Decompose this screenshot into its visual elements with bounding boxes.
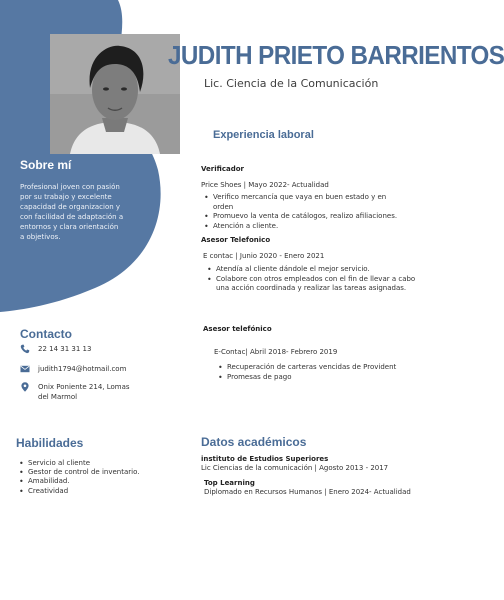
job-title: Asesor Telefonico	[201, 236, 271, 244]
skills-list	[18, 459, 178, 496]
education-detail: Lic Ciencias de la comunicación | Agosto 2013 - 2017	[201, 464, 389, 472]
education-title: Datos académicos	[201, 435, 307, 449]
contact-phone	[20, 344, 91, 354]
mail-icon	[20, 364, 30, 374]
job-bullet: • Verifico mercancía que vaya en buen estado y en orden	[203, 193, 403, 212]
job-bullets	[203, 193, 403, 231]
job-bullet: • Promuevo la venta de catálogos, realizo afiliaciones.	[203, 212, 403, 222]
skill-item: • Servicio al cliente	[18, 459, 178, 468]
job-bullets	[217, 363, 417, 382]
about-text: Profesional joven con pasión por su trabajo y excelente capacidad de organizacion y con facilidad de adaptación a entornos y clara orientación a objetivos.	[20, 183, 124, 241]
location-pin-icon	[20, 382, 30, 392]
job-bullets	[206, 265, 418, 294]
job-bullet: • Colabore con otros empleados con el fin de llevar a cabo una acción coordinada y realizar las tareas asignadas.	[206, 275, 418, 294]
skills-title: Habilidades	[16, 436, 84, 450]
skill-item: • Amabilidad.	[18, 477, 178, 486]
job-title: Asesor telefónico	[203, 325, 272, 333]
skill-item: • Creatividad	[18, 487, 178, 496]
education-detail: Diplomado en Recursos Humanos | Enero 2024- Actualidad	[204, 488, 411, 496]
job-bullet: • Promesas de pago	[217, 373, 417, 383]
candidate-role: Lic. Ciencia de la Comunicación	[204, 77, 379, 90]
education-institution: Top Learning	[204, 479, 255, 487]
address-text: Onix Poniente 214, Lomas del Marmol	[38, 383, 130, 401]
contact-address	[20, 382, 138, 402]
experience-title: Experiencia laboral	[213, 129, 314, 141]
phone-number: 22 14 31 31 13	[38, 345, 92, 353]
profile-photo	[50, 34, 180, 154]
candidate-name: JUDITH PRIETO BARRIENTOS	[168, 40, 504, 70]
job-meta: E contac | Junio 2020 - Enero 2021	[203, 252, 325, 260]
contact-email	[20, 364, 126, 374]
job-bullet: • Atención a cliente.	[203, 222, 403, 232]
email-address[interactable]: judith1794@hotmail.com	[38, 365, 127, 373]
job-bullet: • Recuperación de carteras vencidas de Provident	[217, 363, 417, 373]
education-institution: instituto de Estudios Superiores	[201, 455, 329, 463]
about-title: Sobre mí	[20, 158, 72, 172]
contact-title: Contacto	[20, 327, 72, 341]
phone-icon	[20, 344, 30, 354]
job-title: Verificador	[201, 165, 244, 173]
skill-item: • Gestor de control de inventario.	[18, 468, 178, 477]
job-meta: Price Shoes | Mayo 2022- Actualidad	[201, 181, 329, 189]
job-bullet: • Atendía al cliente dándole el mejor servicio.	[206, 265, 418, 275]
job-meta: E-Contac| Abril 2018- Febrero 2019	[214, 348, 338, 356]
